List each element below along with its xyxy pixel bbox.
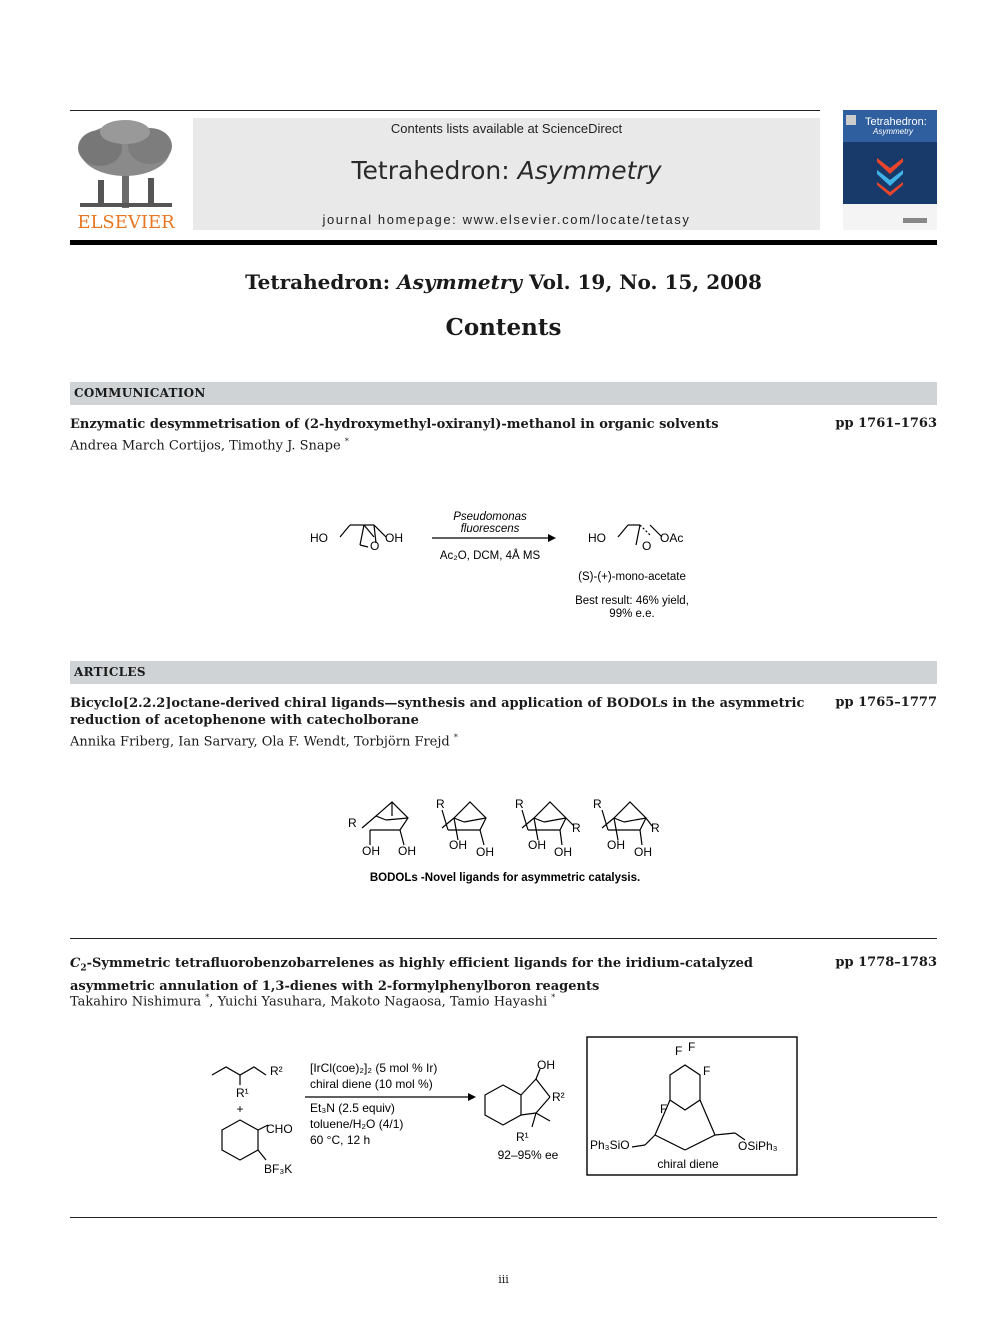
article-2-pages: pp 1765–1777 bbox=[835, 695, 937, 710]
ligand-OSiPh3: OSiPh₃ bbox=[738, 1139, 778, 1153]
bodol-3-R-b: R bbox=[572, 821, 581, 835]
scheme-1-label-HO: HO bbox=[310, 531, 328, 545]
scheme-3-product-R1: R¹ bbox=[516, 1130, 529, 1144]
elsevier-wordmark: ELSEVIER bbox=[77, 212, 175, 233]
scheme-1-product-OAc: OAc bbox=[660, 531, 684, 545]
bodol-2-R: R bbox=[436, 797, 445, 811]
bodol-4-OH-a: OH bbox=[607, 838, 625, 852]
scheme-3-condition-5: 60 °C, 12 h bbox=[310, 1133, 371, 1147]
ligand-F-1: F bbox=[675, 1044, 683, 1058]
section-bar-communication bbox=[70, 382, 937, 405]
section-bar-articles bbox=[70, 661, 937, 684]
scheme-3-CHO: CHO bbox=[266, 1122, 293, 1136]
journal-name: Tetrahedron: Asymmetry bbox=[351, 156, 662, 185]
scheme-1-label-O: O bbox=[370, 539, 380, 553]
scheme-1-product-name: (S)-(+)-mono-acetate bbox=[578, 571, 686, 583]
header-thick-rule bbox=[70, 240, 937, 245]
ligand-F-2: F bbox=[688, 1040, 696, 1054]
bodol-3-OH-b: OH bbox=[554, 845, 572, 859]
journal-homepage[interactable]: journal homepage: www.elsevier.com/locate/tetasy bbox=[322, 212, 691, 227]
elsevier-logo[interactable] bbox=[70, 118, 182, 234]
cover-title: Tetrahedron: bbox=[865, 116, 927, 128]
article-3-title[interactable]: $C_2$-Symmetric tetrafluorobenzobarrelenes as highly efficient ligands for the iridium-catalyzed asymmetric annulation of 1,3-dienes with 2-formylphenylboron reagents bbox=[70, 956, 753, 994]
contents-heading: Contents bbox=[445, 314, 562, 341]
page-number: iii bbox=[498, 1273, 509, 1286]
scheme-1-reagent-top1: Pseudomonas bbox=[453, 511, 527, 523]
scheme-3-BF3K: BF₃K bbox=[264, 1162, 293, 1176]
article-3-scheme bbox=[200, 1035, 800, 1180]
header-top-rule bbox=[70, 110, 820, 111]
article-1-scheme bbox=[300, 500, 720, 625]
scheme-1-result-2: 99% e.e. bbox=[609, 608, 655, 620]
cover-subtitle: Asymmetry bbox=[873, 127, 913, 136]
article-separator bbox=[70, 938, 937, 939]
bodol-2-OH-a: OH bbox=[449, 838, 467, 852]
scheme-3-condition-1: [IrCl(coe)₂]₂ (5 mol % Ir) bbox=[310, 1061, 438, 1075]
bodol-3-R-a: R bbox=[515, 797, 524, 811]
bottom-rule bbox=[70, 1217, 937, 1218]
article-2-title[interactable]: Bicyclo[2.2.2]octane-derived chiral ligands—synthesis and application of BODOLs in the asymmetric reduction of acetophenone with catecholborane bbox=[70, 696, 805, 728]
scheme-3-yield: 92–95% ee bbox=[497, 1148, 559, 1162]
bodol-1-R: R bbox=[348, 816, 357, 830]
ligand-caption: chiral diene bbox=[657, 1157, 719, 1171]
volume-title: Tetrahedron: Asymmetry Vol. 19, No. 15, 2008 bbox=[245, 270, 762, 294]
contents-available-line[interactable]: Contents lists available at ScienceDirect bbox=[390, 121, 623, 136]
article-2-scheme bbox=[340, 790, 670, 890]
ligand-F-4: F bbox=[660, 1102, 668, 1116]
section-label-articles: ARTICLES bbox=[74, 665, 146, 679]
scheme-3-product-R2: R² bbox=[552, 1090, 565, 1104]
bodol-4-R-a: R bbox=[593, 797, 602, 811]
article-1-authors: Andrea March Cortijos, Timothy J. Snape * bbox=[70, 437, 349, 454]
scheme-1-reagent-top2: fluorescens bbox=[460, 523, 520, 535]
scheme-3-condition-4: toluene/H₂O (4/1) bbox=[310, 1117, 404, 1131]
bodol-1-OH-a: OH bbox=[362, 844, 380, 858]
journal-cover-thumbnail[interactable] bbox=[843, 110, 937, 230]
bodol-2-OH-b: OH bbox=[476, 845, 494, 859]
scheme-3-product-OH: OH bbox=[537, 1058, 555, 1072]
bodol-1-OH-b: OH bbox=[398, 844, 416, 858]
bodol-caption: BODOLs -Novel ligands for asymmetric catalysis. bbox=[369, 872, 641, 884]
article-1-title[interactable]: Enzymatic desymmetrisation of (2-hydroxymethyl-oxiranyl)-methanol in organic solvents bbox=[70, 417, 719, 432]
article-1-pages: pp 1761–1763 bbox=[835, 416, 937, 431]
scheme-3-R2-start: R² bbox=[270, 1064, 283, 1078]
bodol-3-OH-a: OH bbox=[528, 838, 546, 852]
article-3-authors: Takahiro Nishimura *, Yuichi Yasuhara, Makoto Nagaosa, Tamio Hayashi * bbox=[70, 993, 556, 1010]
article-2-authors: Annika Friberg, Ian Sarvary, Ola F. Wendt, Torbjörn Frejd * bbox=[70, 733, 458, 750]
scheme-3-R1-start: R¹ bbox=[236, 1086, 249, 1100]
ligand-F-3: F bbox=[703, 1064, 711, 1078]
scheme-1-result-1: Best result: 46% yield, bbox=[575, 595, 689, 607]
bodol-4-OH-b: OH bbox=[634, 845, 652, 859]
scheme-1-reagent-bottom: Ac₂O, DCM, 4Å MS bbox=[439, 550, 541, 562]
section-label-communication: COMMUNICATION bbox=[74, 386, 206, 400]
scheme-3-condition-3: Et₃N (2.5 equiv) bbox=[310, 1101, 395, 1115]
ligand-Ph3SiO: Ph₃SiO bbox=[590, 1138, 630, 1152]
scheme-1-product-O: O bbox=[642, 539, 652, 553]
bodol-4-R-b: R bbox=[651, 821, 660, 835]
scheme-1-product-HO: HO bbox=[588, 531, 606, 545]
article-3-pages: pp 1778–1783 bbox=[835, 955, 937, 970]
scheme-3-condition-2: chiral diene (10 mol %) bbox=[310, 1077, 433, 1091]
scheme-1-label-OH: OH bbox=[385, 531, 403, 545]
scheme-3-plus: + bbox=[236, 1102, 244, 1116]
